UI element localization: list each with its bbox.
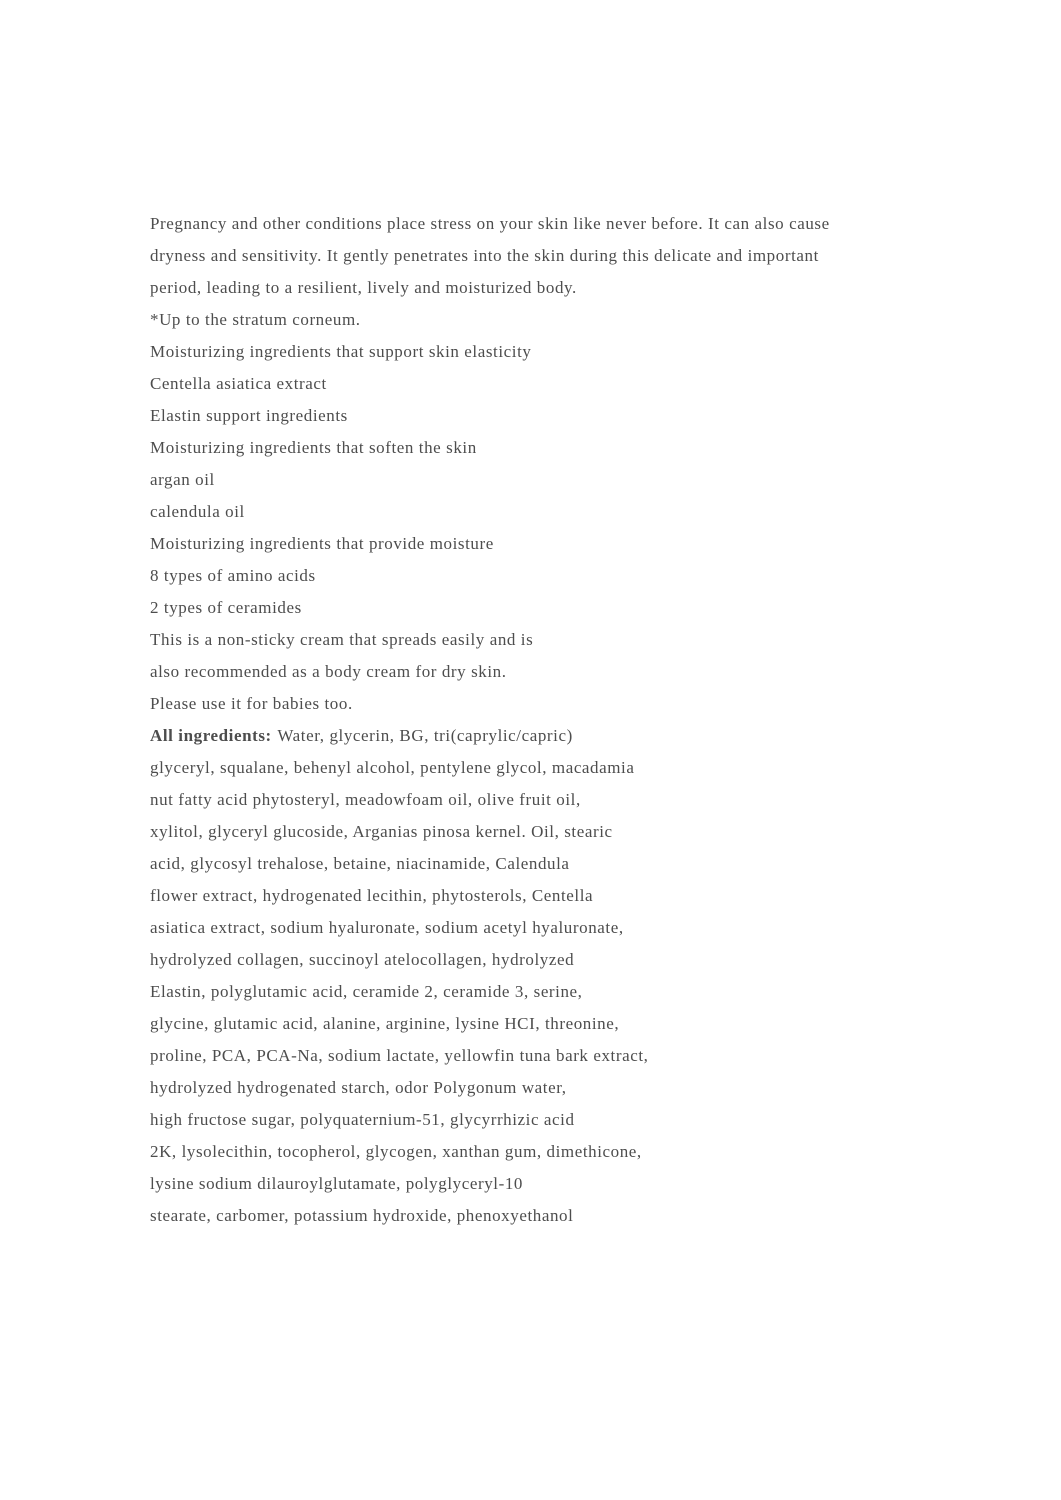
feature-line: Elastin support ingredients — [150, 406, 348, 425]
ingredients-line: asiatica extract, sodium hyaluronate, sodium acetyl hyaluronate, — [150, 918, 624, 937]
feature-line: 2 types of ceramides — [150, 598, 302, 617]
feature-line: 8 types of amino acids — [150, 566, 316, 585]
usage-line: Please use it for babies too. — [150, 694, 353, 713]
ingredients-line: Elastin, polyglutamic acid, ceramide 2, ceramide 3, serine, — [150, 982, 583, 1001]
ingredients-line: acid, glycosyl trehalose, betaine, niacinamide, Calendula — [150, 854, 570, 873]
ingredients-line: Water, glycerin, BG, tri(caprylic/capric) — [277, 726, 573, 745]
feature-line: Centella asiatica extract — [150, 374, 327, 393]
ingredients-line: flower extract, hydrogenated lecithin, phytosterols, Centella — [150, 886, 594, 905]
ingredients-heading-line — [150, 720, 1030, 752]
feature-line: Moisturizing ingredients that provide moisture — [150, 534, 494, 553]
usage-paragraph — [150, 624, 1030, 720]
intro-paragraph — [150, 208, 1030, 304]
ingredients-line: 2K, lysolecithin, tocopherol, glycogen, xanthan gum, dimethicone, — [150, 1142, 642, 1161]
footnote-line: *Up to the stratum corneum. — [150, 310, 361, 329]
usage-line: This is a non-sticky cream that spreads easily and is — [150, 630, 534, 649]
intro-line: Pregnancy and other conditions place stress on your skin like never before. It can also cause — [150, 214, 830, 233]
ingredients-line: lysine sodium dilauroylglutamate, polyglyceryl-10 — [150, 1174, 523, 1193]
feature-line: Moisturizing ingredients that support skin elasticity — [150, 342, 532, 361]
usage-line: also recommended as a body cream for dry skin. — [150, 662, 507, 681]
ingredients-line: proline, PCA, PCA-Na, sodium lactate, yellowfin tuna bark extract, — [150, 1046, 649, 1065]
intro-line: period, leading to a resilient, lively and moisturized body. — [150, 278, 577, 297]
ingredients-line: hydrolyzed collagen, succinoyl atelocollagen, hydrolyzed — [150, 950, 575, 969]
ingredients-label: All ingredients: — [150, 726, 272, 745]
ingredients-list — [150, 720, 1030, 1232]
ingredients-line: xylitol, glyceryl glucoside, Arganias pinosa kernel. Oil, stearic — [150, 822, 613, 841]
ingredients-line: hydrolyzed hydrogenated starch, odor Polygonum water, — [150, 1078, 567, 1097]
feature-line: calendula oil — [150, 502, 245, 521]
feature-line: Moisturizing ingredients that soften the skin — [150, 438, 477, 457]
feature-line: argan oil — [150, 470, 215, 489]
ingredients-line: glycine, glutamic acid, alanine, arginine, lysine HCI, threonine, — [150, 1014, 620, 1033]
product-description-document — [150, 208, 1030, 1232]
ingredients-line: stearate, carbomer, potassium hydroxide, phenoxyethanol — [150, 1206, 574, 1225]
ingredients-line: nut fatty acid phytosteryl, meadowfoam oil, olive fruit oil, — [150, 790, 581, 809]
footnote-section — [150, 304, 1030, 336]
ingredients-line: high fructose sugar, polyquaternium-51, glycyrrhizic acid — [150, 1110, 575, 1129]
intro-line: dryness and sensitivity. It gently penetrates into the skin during this delicate and important — [150, 246, 819, 265]
ingredients-line: glyceryl, squalane, behenyl alcohol, pentylene glycol, macadamia — [150, 758, 635, 777]
feature-list — [150, 336, 1030, 624]
